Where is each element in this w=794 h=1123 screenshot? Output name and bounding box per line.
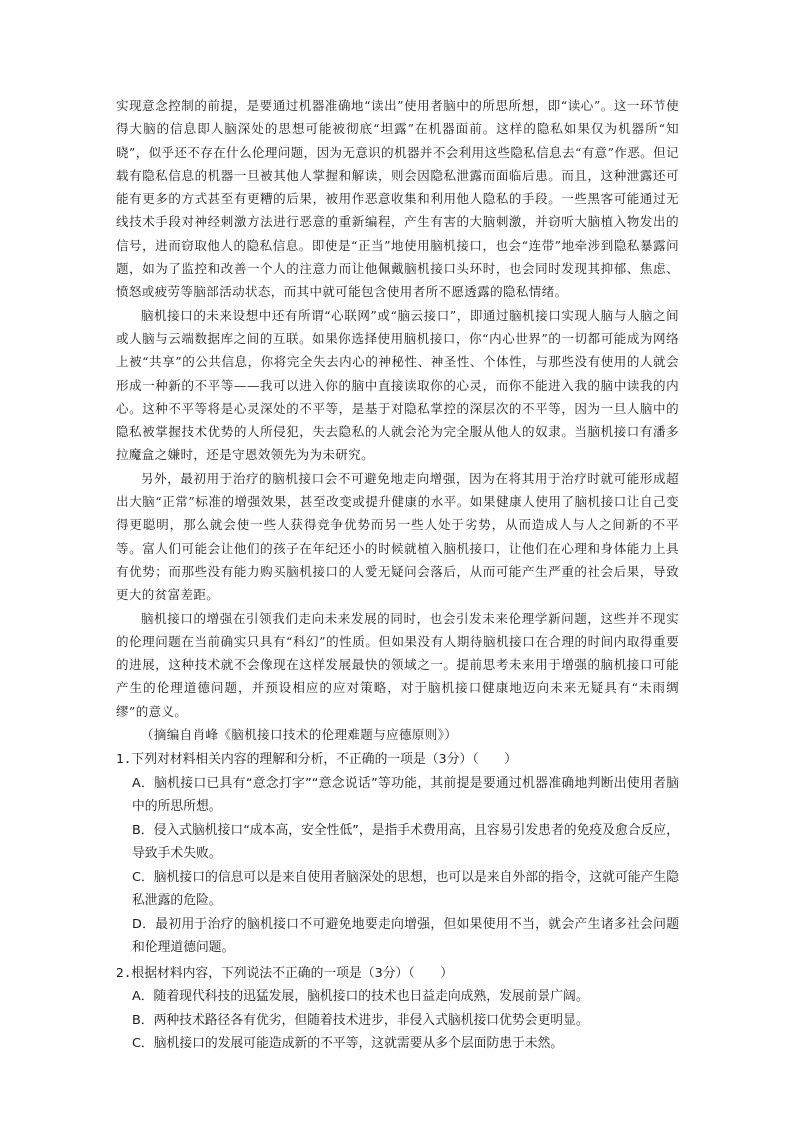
question-2: [116, 962, 679, 1056]
option-c: C．脑机接口的发展可能造成新的不平等，这就需要从多个层面防患于未然。: [132, 1036, 564, 1052]
passage-source: （摘编自肖峰《脑机接口技术的伦理难题与应德原则》）: [141, 727, 458, 743]
question-stem: [116, 962, 679, 986]
passage-paragraph-1: 实现意念控制的前提，是要通过机器准确地“读出”使用者脑中的所思所想，即“读心”。这一环节使得大脑的信息即人脑深处的思想可能被彻底“坦露”在机器面前。这样的隐私如果仅为机器所“知晓”，似乎还不存在什么伦理问题，因为无意识的机器并不会利用这些隐私信息去“有意”作恶。但记载有隐私信息的机器一旦被其他人掌握和解读，则会因隐私泄露而面临后患。而且，这种泄露还可能有更多的方式甚至有更糟的后果，被用作恶意收集和利用他人隐私的手段。一些黑客可能通过无线技术手段对神经刺激方法进行恶意的重新编程，产生有害的大脑刺激，并窃听大脑植入物发出的信号，进而窃取他人的隐私信息。即使是“正当”地使用脑机接口，也会“连带”地牵涉到隐私暴露问题，如为了监控和改善一个人的注意力而让他佩戴脑机接口头环时，也会同时发现其抑郁、焦虑、愤怒或疲劳等脑部活动状态，而其中就可能包含使用者所不愿透露的隐私情绪。: [116, 98, 679, 300]
question-1: [116, 748, 679, 960]
question-number: 1.: [116, 752, 132, 768]
option-a: A．随着现代科技的迅猛发展，脑机接口的技术也日益走向成熟，发展前景广阔。: [132, 989, 589, 1005]
reading-passage: [116, 94, 679, 746]
exam-page: [116, 94, 679, 1056]
passage-paragraph-4: 脑机接口的增强在引领我们走向未来发展的同时，也会引发未来伦理学新问题，这些并不现实的伦理问题在当前确实只具有“科幻”的性质。但如果没有人期待脑机接口在合理的时间内取得重要的进展，这种技术就不会像现在这样发展最快的领域之一。提前思考未来用于增强的脑机接口可能产生的伦理道德问题，并预设相应的应对策略，对于脑机接口健康地迈向未来无疑具有“未雨绸缪”的意义。: [116, 610, 679, 719]
option-c: C．脑机接口的信息可以是来自使用者脑深处的思想，也可以是来自外部的指令，这就可能产生隐私泄露的危险。: [132, 869, 679, 909]
question-text: 下列对材料相关内容的理解和分析，不正确的一项是（3分）（ ）: [131, 752, 518, 768]
option-b: B．两种技术路径各有优劣，但随着技术进步，非侵入式脑机接口优势会更明显。: [132, 1012, 589, 1028]
question-text: 根据材料内容，下列说法不正确的一项是（3分）（ ）: [131, 965, 454, 981]
question-number: 2.: [116, 965, 132, 981]
question-stem: [116, 748, 679, 772]
passage-paragraph-3: 另外，最初用于治疗的脑机接口会不可避免地走向增强，因为在将其用于治疗时就可能形成超出大脑“正常”标准的增强效果，甚至改变或提升健康的水平。如果健康人使用了脑机接口让自己变得更聪明，那么就会使一些人获得竞争优势而另一些人处于劣势，从而造成人与人之间新的不平等。富人们可能会让他们的孩子在年纪还小的时候就植入脑机接口，让他们在心理和身体能力上具有优势；而那些没有能力购买脑机接口的人愛无疑问会落后，从而可能产生严重的社会后果，导致更大的贫富差距。: [116, 470, 679, 603]
option-b: B．侵入式脑机接口“成本高，安全性低”，是指手术费用高，且容易引发患者的免疫及愈合反应，导致手术失败。: [132, 822, 679, 862]
option-d: D．最初用于治疗的脑机接口不可避免地要走向增强，但如果使用不当，就会产生诸多社会问题和伦理道德问题。: [132, 916, 679, 956]
option-a: A．脑机接口已具有“意念打字”“意念说话”等功能，其前提是要通过机器准确地判断出使用者脑中的所思所想。: [132, 775, 679, 815]
passage-paragraph-2: 脑机接口的未来设想中还有所谓“心联网”或“脑云接口”，即通过脑机接口实现人脑与人脑之间或人脑与云端数据库之间的互联。如果你选择使用脑机接口，你“内心世界”的一切都可能成为网络上被“共享”的公共信息，你将完全失去内心的神秘性、神圣性、个体性，与那些没有使用的人就会形成一种新的不平等——我可以进入你的脑中直接读取你的心灵，而你不能进入我的脑中读我的内心。这种不平等将是心灵深处的不平等，是基于对隐私掌控的深层次的不平等，因为一旦人脑中的隐私被掌握技术优势的人所侵犯，失去隐私的人就会沦为完全服从他人的奴隶。当脑机接口有潘多拉魔盒之嫌时，还是守恩效领先为为未研究。: [116, 307, 679, 463]
